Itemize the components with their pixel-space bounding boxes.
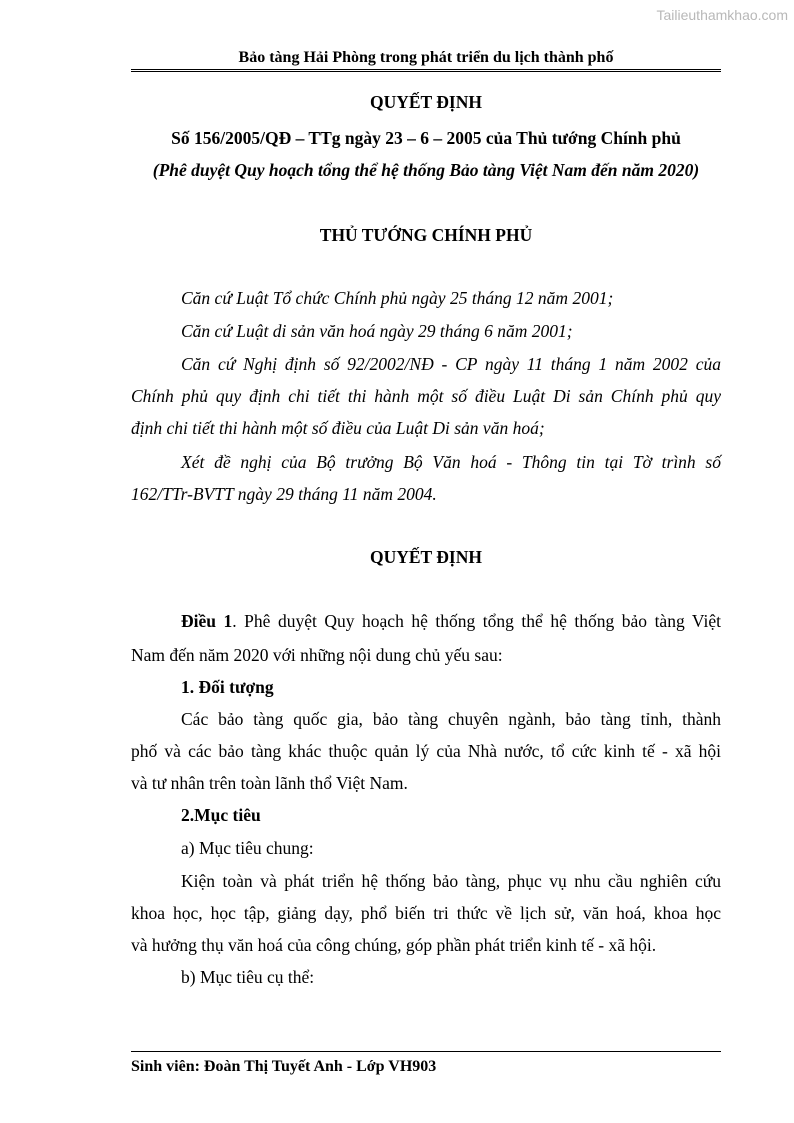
section-1-heading: 1. Đối tượng: [181, 677, 274, 697]
decision-subject: (Phê duyệt Quy hoạch tổng thể hệ thống Bảo tàng Việt Nam đến năm 2020): [152, 160, 700, 180]
section-2-line-3: và hưởng thụ văn hoá của công chúng, góp phần phát triển kinh tế - xã hội.: [131, 935, 657, 955]
running-header: Bảo tàng Hải Phòng trong phát triển du lịch thành phố: [238, 49, 614, 66]
preamble-line-1: Căn cứ Luật Tổ chức Chính phủ ngày 25 tháng 12 năm 2001;: [181, 288, 614, 308]
section-1-line-2: phố và các bảo tàng khác thuộc quản lý của Nhà nước, tổ cức kinh tế - xã hội: [131, 741, 721, 761]
preamble-line-3: Căn cứ Nghị định số 92/2002/NĐ - CP ngày 11 tháng 1 năm 2002 của: [181, 354, 721, 374]
header-rule: [131, 69, 721, 70]
preamble-line-7: 162/TTr-BVTT ngày 29 tháng 11 năm 2004.: [131, 484, 437, 504]
preamble-line-5: định chi tiết thi hành một số điều của Luật Di sản văn hoá;: [131, 418, 545, 438]
section-2-line-2: khoa học, học tập, giảng dạy, phổ biến tri thức về lịch sử, văn hoá, khoa học: [131, 903, 721, 923]
preamble-line-2: Căn cứ Luật di sản văn hoá ngày 29 tháng 6 năm 2001;: [181, 321, 573, 341]
section-1-line-1: Các bảo tàng quốc gia, bảo tàng chuyên ngành, bảo tàng tỉnh, thành: [181, 709, 721, 729]
article-1-line-2: Nam đến năm 2020 với những nội dung chủ yếu sau:: [131, 645, 503, 665]
section-2-line-1: Kiện toàn và phát triển hệ thống bảo tàng, phục vụ nhu cầu nghiên cứu: [181, 871, 721, 891]
article-1-label: Điều 1: [181, 611, 233, 631]
header-rule-double: [131, 71, 721, 72]
decision-number: Số 156/2005/QĐ – TTg ngày 23 – 6 – 2005 của Thủ tướng Chính phủ: [171, 128, 681, 148]
decides-heading: QUYẾT ĐỊNH: [370, 547, 482, 567]
section-2-specific-label: b) Mục tiêu cụ thể:: [181, 967, 315, 987]
section-1-line-3: và tư nhân trên toàn lãnh thổ Việt Nam.: [131, 773, 408, 793]
decision-title: QUYẾT ĐỊNH: [370, 92, 482, 112]
preamble-line-4: Chính phủ quy định chi tiết thi hành một số điều Luật Di sản Chính phủ quy: [131, 386, 721, 406]
running-footer: Sinh viên: Đoàn Thị Tuyết Anh - Lớp VH903: [131, 1058, 437, 1075]
footer-rule: [131, 1051, 721, 1052]
article-1-line-1: [181, 611, 721, 632]
watermark: Tailieuthamkhao.com: [656, 7, 788, 23]
article-1-text: . Phê duyệt Quy hoạch hệ thống tổng thể hệ thống bảo tàng Việt: [232, 611, 721, 631]
preamble-line-6: Xét đề nghị của Bộ trưởng Bộ Văn hoá - Thông tin tại Tờ trình số: [181, 452, 721, 472]
section-2-heading: 2.Mục tiêu: [181, 805, 261, 825]
authority-heading: THỦ TƯỚNG CHÍNH PHỦ: [319, 225, 533, 245]
section-2-general-label: a) Mục tiêu chung:: [181, 838, 314, 858]
